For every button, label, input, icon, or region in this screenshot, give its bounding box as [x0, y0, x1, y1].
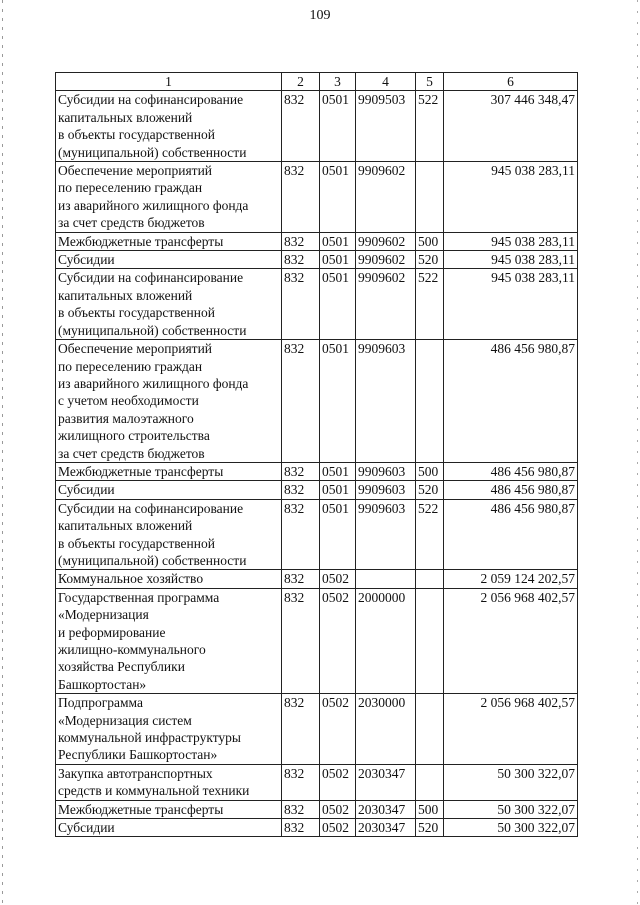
row-expense [416, 162, 444, 233]
row-sum: 486 456 980,87 [444, 340, 578, 463]
row-sum: 486 456 980,87 [444, 499, 578, 570]
row-article [356, 570, 416, 588]
row-article: 9909603 [356, 340, 416, 463]
row-code: 832 [282, 340, 320, 463]
row-sum: 945 038 283,11 [444, 251, 578, 269]
table-row [56, 694, 578, 765]
row-article: 9909503 [356, 91, 416, 162]
row-name: Субсидии на софинансирование капитальных вложений в объекты государственной (муниципальной) собственности [56, 499, 282, 570]
row-expense: 522 [416, 91, 444, 162]
row-name: Подпрограмма «Модернизация систем коммунальной инфраструктуры Республики Башкортостан» [56, 694, 282, 765]
table-row [56, 462, 578, 480]
row-name: Субсидии [56, 251, 282, 269]
row-sum: 2 059 124 202,57 [444, 570, 578, 588]
table-row [56, 162, 578, 233]
row-code: 832 [282, 819, 320, 837]
table-row [56, 764, 578, 800]
row-section: 0502 [320, 764, 356, 800]
row-name: Закупка автотранспортных средств и коммунальной техники [56, 764, 282, 800]
row-sum: 50 300 322,07 [444, 800, 578, 818]
row-expense [416, 570, 444, 588]
row-sum: 945 038 283,11 [444, 232, 578, 250]
row-name: Субсидии [56, 819, 282, 837]
row-section: 0502 [320, 819, 356, 837]
row-article: 2030000 [356, 694, 416, 765]
table-row [56, 481, 578, 499]
row-code: 832 [282, 251, 320, 269]
table-row [56, 269, 578, 340]
header-cell-article: 4 [356, 73, 416, 91]
header-cell-expense: 5 [416, 73, 444, 91]
row-expense: 520 [416, 481, 444, 499]
row-expense: 520 [416, 819, 444, 837]
row-article: 2030347 [356, 800, 416, 818]
row-article: 9909603 [356, 462, 416, 480]
row-name: Субсидии [56, 481, 282, 499]
row-sum: 945 038 283,11 [444, 269, 578, 340]
row-section: 0501 [320, 499, 356, 570]
row-article: 9909602 [356, 232, 416, 250]
page-number: 109 [309, 8, 331, 23]
row-code: 832 [282, 694, 320, 765]
row-section: 0501 [320, 269, 356, 340]
table-row [56, 570, 578, 588]
table-row [56, 91, 578, 162]
table-body [56, 91, 578, 837]
row-name: Субсидии на софинансирование капитальных вложений в объекты государственной (муниципальной) собственности [56, 91, 282, 162]
scan-edge-right [637, 0, 638, 905]
row-sum: 486 456 980,87 [444, 462, 578, 480]
row-expense [416, 694, 444, 765]
row-section: 0501 [320, 340, 356, 463]
row-expense [416, 340, 444, 463]
row-article: 9909602 [356, 269, 416, 340]
row-section: 0501 [320, 251, 356, 269]
table-row [56, 251, 578, 269]
header-cell-sum: 6 [444, 73, 578, 91]
row-name: Межбюджетные трансферты [56, 232, 282, 250]
row-code: 832 [282, 481, 320, 499]
row-section: 0501 [320, 481, 356, 499]
table-row [56, 499, 578, 570]
row-code: 832 [282, 462, 320, 480]
table-row [56, 800, 578, 818]
table-row [56, 340, 578, 463]
row-expense: 500 [416, 800, 444, 818]
row-sum: 307 446 348,47 [444, 91, 578, 162]
row-name: Межбюджетные трансферты [56, 800, 282, 818]
row-code: 832 [282, 764, 320, 800]
row-code: 832 [282, 800, 320, 818]
row-expense: 500 [416, 232, 444, 250]
row-expense [416, 764, 444, 800]
row-sum: 486 456 980,87 [444, 481, 578, 499]
row-article: 2030347 [356, 764, 416, 800]
row-section: 0501 [320, 462, 356, 480]
row-code: 832 [282, 570, 320, 588]
row-article: 9909603 [356, 481, 416, 499]
row-article: 2000000 [356, 588, 416, 693]
row-code: 832 [282, 91, 320, 162]
row-section: 0502 [320, 570, 356, 588]
row-article: 9909603 [356, 499, 416, 570]
row-expense: 522 [416, 499, 444, 570]
row-name: Обеспечение мероприятий по переселению граждан из аварийного жилищного фонда с учетом необходимости развития малоэтажного жилищного строительства за счет средств бюджетов [56, 340, 282, 463]
row-section: 0501 [320, 232, 356, 250]
row-section: 0502 [320, 800, 356, 818]
row-article: 9909602 [356, 162, 416, 233]
header-cell-section: 3 [320, 73, 356, 91]
row-code: 832 [282, 269, 320, 340]
header-cell-code: 2 [282, 73, 320, 91]
scan-edge-left [2, 0, 3, 905]
row-sum: 50 300 322,07 [444, 819, 578, 837]
row-expense: 522 [416, 269, 444, 340]
table-row [56, 819, 578, 837]
row-name: Межбюджетные трансферты [56, 462, 282, 480]
row-expense: 500 [416, 462, 444, 480]
row-sum: 2 056 968 402,57 [444, 694, 578, 765]
row-code: 832 [282, 232, 320, 250]
table-row [56, 588, 578, 693]
row-section: 0502 [320, 694, 356, 765]
table-row [56, 232, 578, 250]
row-article: 2030347 [356, 819, 416, 837]
row-sum: 50 300 322,07 [444, 764, 578, 800]
row-expense: 520 [416, 251, 444, 269]
row-code: 832 [282, 588, 320, 693]
header-row [56, 73, 578, 91]
row-name: Обеспечение мероприятий по переселению граждан из аварийного жилищного фонда за счет средств бюджетов [56, 162, 282, 233]
row-expense [416, 588, 444, 693]
row-name: Коммунальное хозяйство [56, 570, 282, 588]
row-section: 0502 [320, 588, 356, 693]
row-section: 0501 [320, 162, 356, 233]
row-sum: 945 038 283,11 [444, 162, 578, 233]
row-name: Субсидии на софинансирование капитальных вложений в объекты государственной (муниципальной) собственности [56, 269, 282, 340]
row-sum: 2 056 968 402,57 [444, 588, 578, 693]
row-code: 832 [282, 162, 320, 233]
header-cell-name: 1 [56, 73, 282, 91]
budget-table [55, 72, 578, 837]
row-code: 832 [282, 499, 320, 570]
row-section: 0501 [320, 91, 356, 162]
row-name: Государственная программа «Модернизация и реформирование жилищно-коммунального хозяйства Республики Башкортостан» [56, 588, 282, 693]
row-article: 9909602 [356, 251, 416, 269]
